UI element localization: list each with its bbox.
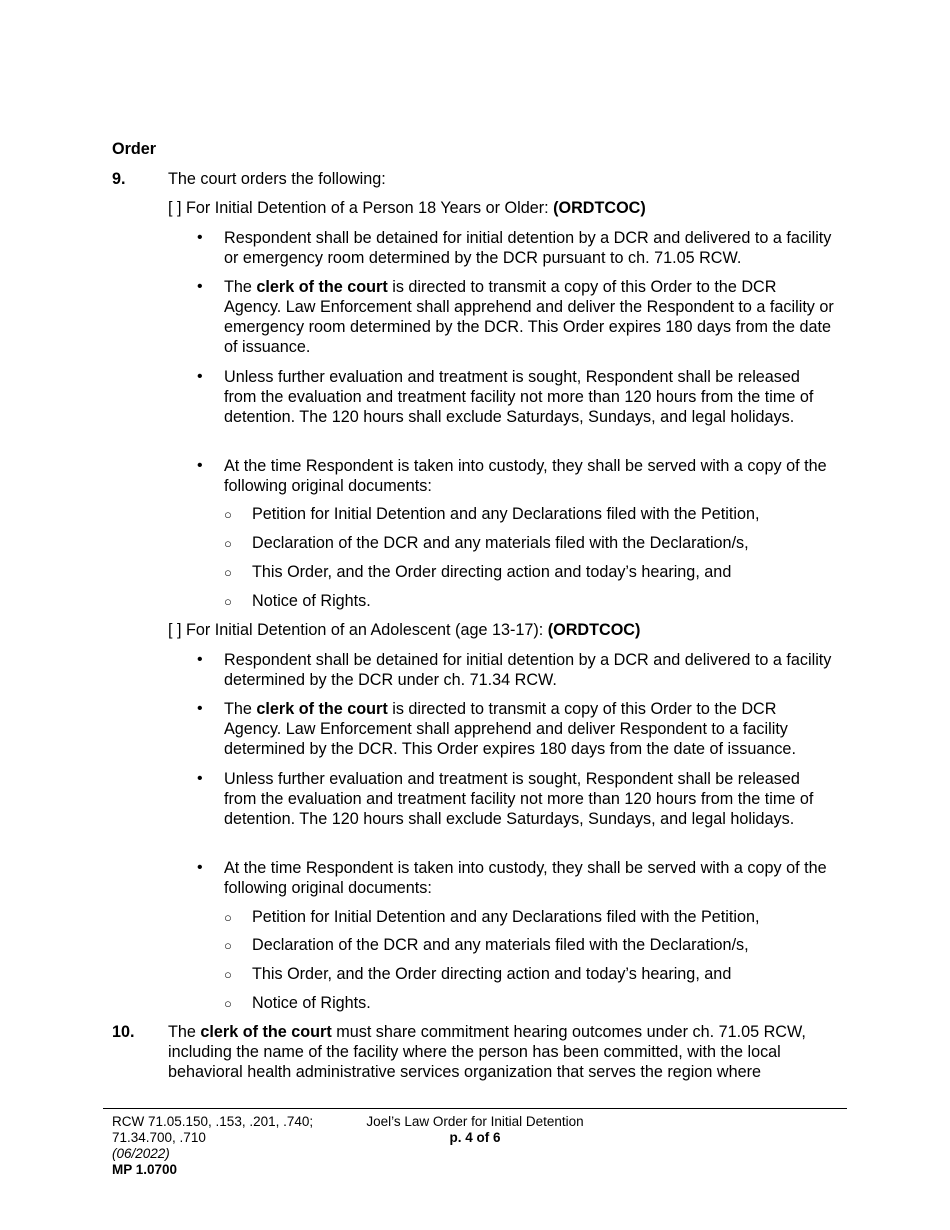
adolescent-code: (ORDTCOC)	[547, 621, 641, 639]
adult-doc-2: Declaration of the DCR and any materials filed with the Declaration/s,	[252, 534, 749, 552]
adult-doc-1: Petition for Initial Detention and any Declarations filed with the Petition,	[252, 505, 760, 523]
bullet-icon: •	[197, 859, 203, 876]
circle-bullet-icon: ○	[224, 996, 232, 1011]
adult-checkbox[interactable]: [ ]	[168, 199, 182, 217]
bullet-icon: •	[197, 229, 203, 246]
item-number-9: 9.	[112, 170, 126, 188]
adult-bullet-2: The clerk of the court is directed to transmit a copy of this Order to the DCR Agency. Law Enforcement shall apprehend and deliver the Respondent to a facility or emergency room determined by the DCR. This Order expires 180 days from the date of issuance.	[224, 278, 834, 356]
bullet-icon: •	[197, 368, 203, 385]
circle-bullet-icon: ○	[224, 967, 232, 982]
footer-form-number: MP 1.0700	[112, 1162, 178, 1177]
adult-code: (ORDTCOC)	[553, 199, 646, 217]
adult-doc-4: Notice of Rights.	[252, 592, 371, 610]
adult-label: For Initial Detention of a Person 18 Years or Older:	[186, 199, 549, 217]
circle-bullet-icon: ○	[224, 594, 232, 609]
adolescent-bullet-2: The clerk of the court is directed to transmit a copy of this Order to the DCR Agency. Law Enforcement shall apprehend and deliver Respondent to a facility determined by the DCR. This Order expires 180 days from the date of issuance.	[224, 700, 796, 758]
circle-bullet-icon: ○	[224, 910, 232, 925]
adult-option	[168, 198, 646, 218]
bullet-icon: •	[197, 700, 203, 717]
footer-statute-line-2: 71.34.700, .710	[112, 1130, 206, 1145]
adult-bullet-3: Unless further evaluation and treatment is sought, Respondent shall be released from the evaluation and treatment facility not more than 120 hours from the time of detention. The 120 hours shall exclude Saturdays, Sundays, and legal holidays.	[224, 368, 814, 426]
adolescent-bullet-1: Respondent shall be detained for initial detention by a DCR and delivered to a facility determined by the DCR under ch. 71.34 RCW.	[224, 651, 832, 689]
footer-statutes	[112, 1114, 313, 1178]
item-number-10: 10.	[112, 1023, 135, 1041]
footer-divider	[103, 1108, 847, 1109]
footer-form-title: Joel’s Law Order for Initial Detention	[366, 1114, 584, 1129]
adolescent-label: For Initial Detention of an Adolescent (age 13-17):	[186, 621, 544, 639]
adult-bullet-4: At the time Respondent is taken into custody, they shall be served with a copy of the following original documents:	[224, 457, 827, 495]
circle-bullet-icon: ○	[224, 507, 232, 522]
adolescent-bullet-3: Unless further evaluation and treatment is sought, Respondent shall be released from the evaluation and treatment facility not more than 120 hours from the time of detention. The 120 hours shall exclude Saturdays, Sundays, and legal holidays.	[224, 770, 814, 828]
circle-bullet-icon: ○	[224, 938, 232, 953]
circle-bullet-icon: ○	[224, 536, 232, 551]
adolescent-option	[168, 620, 640, 640]
bullet-icon: •	[197, 770, 203, 787]
item9-intro: The court orders the following:	[168, 170, 386, 188]
adolescent-doc-1: Petition for Initial Detention and any Declarations filed with the Petition,	[252, 908, 760, 926]
adult-doc-3: This Order, and the Order directing action and today’s hearing, and	[252, 563, 732, 581]
bullet-icon: •	[197, 278, 203, 295]
footer-date: (06/2022)	[112, 1146, 170, 1161]
footer-page-number: p. 4 of 6	[449, 1130, 501, 1145]
adolescent-doc-3: This Order, and the Order directing action and today’s hearing, and	[252, 965, 732, 983]
adolescent-checkbox[interactable]: [ ]	[168, 621, 182, 639]
footer-center	[362, 1114, 588, 1146]
bullet-icon: •	[197, 457, 203, 474]
adolescent-doc-4: Notice of Rights.	[252, 994, 371, 1012]
adolescent-bullet-4: At the time Respondent is taken into custody, they shall be served with a copy of the following original documents:	[224, 859, 827, 897]
section-heading: Order	[112, 140, 157, 158]
circle-bullet-icon: ○	[224, 565, 232, 580]
adult-bullet-1: Respondent shall be detained for initial detention by a DCR and delivered to a facility or emergency room determined by the DCR pursuant to ch. 71.05 RCW.	[224, 229, 832, 267]
adolescent-doc-2: Declaration of the DCR and any materials filed with the Declaration/s,	[252, 936, 749, 954]
footer-statute-line-1: RCW 71.05.150, .153, .201, .740;	[112, 1114, 314, 1129]
bullet-icon: •	[197, 651, 203, 668]
item10-text: The clerk of the court must share commitment hearing outcomes under ch. 71.05 RCW, including the name of the facility where the person has been committed, with the local behavioral health administrative services organization that serves the region where	[168, 1023, 806, 1081]
